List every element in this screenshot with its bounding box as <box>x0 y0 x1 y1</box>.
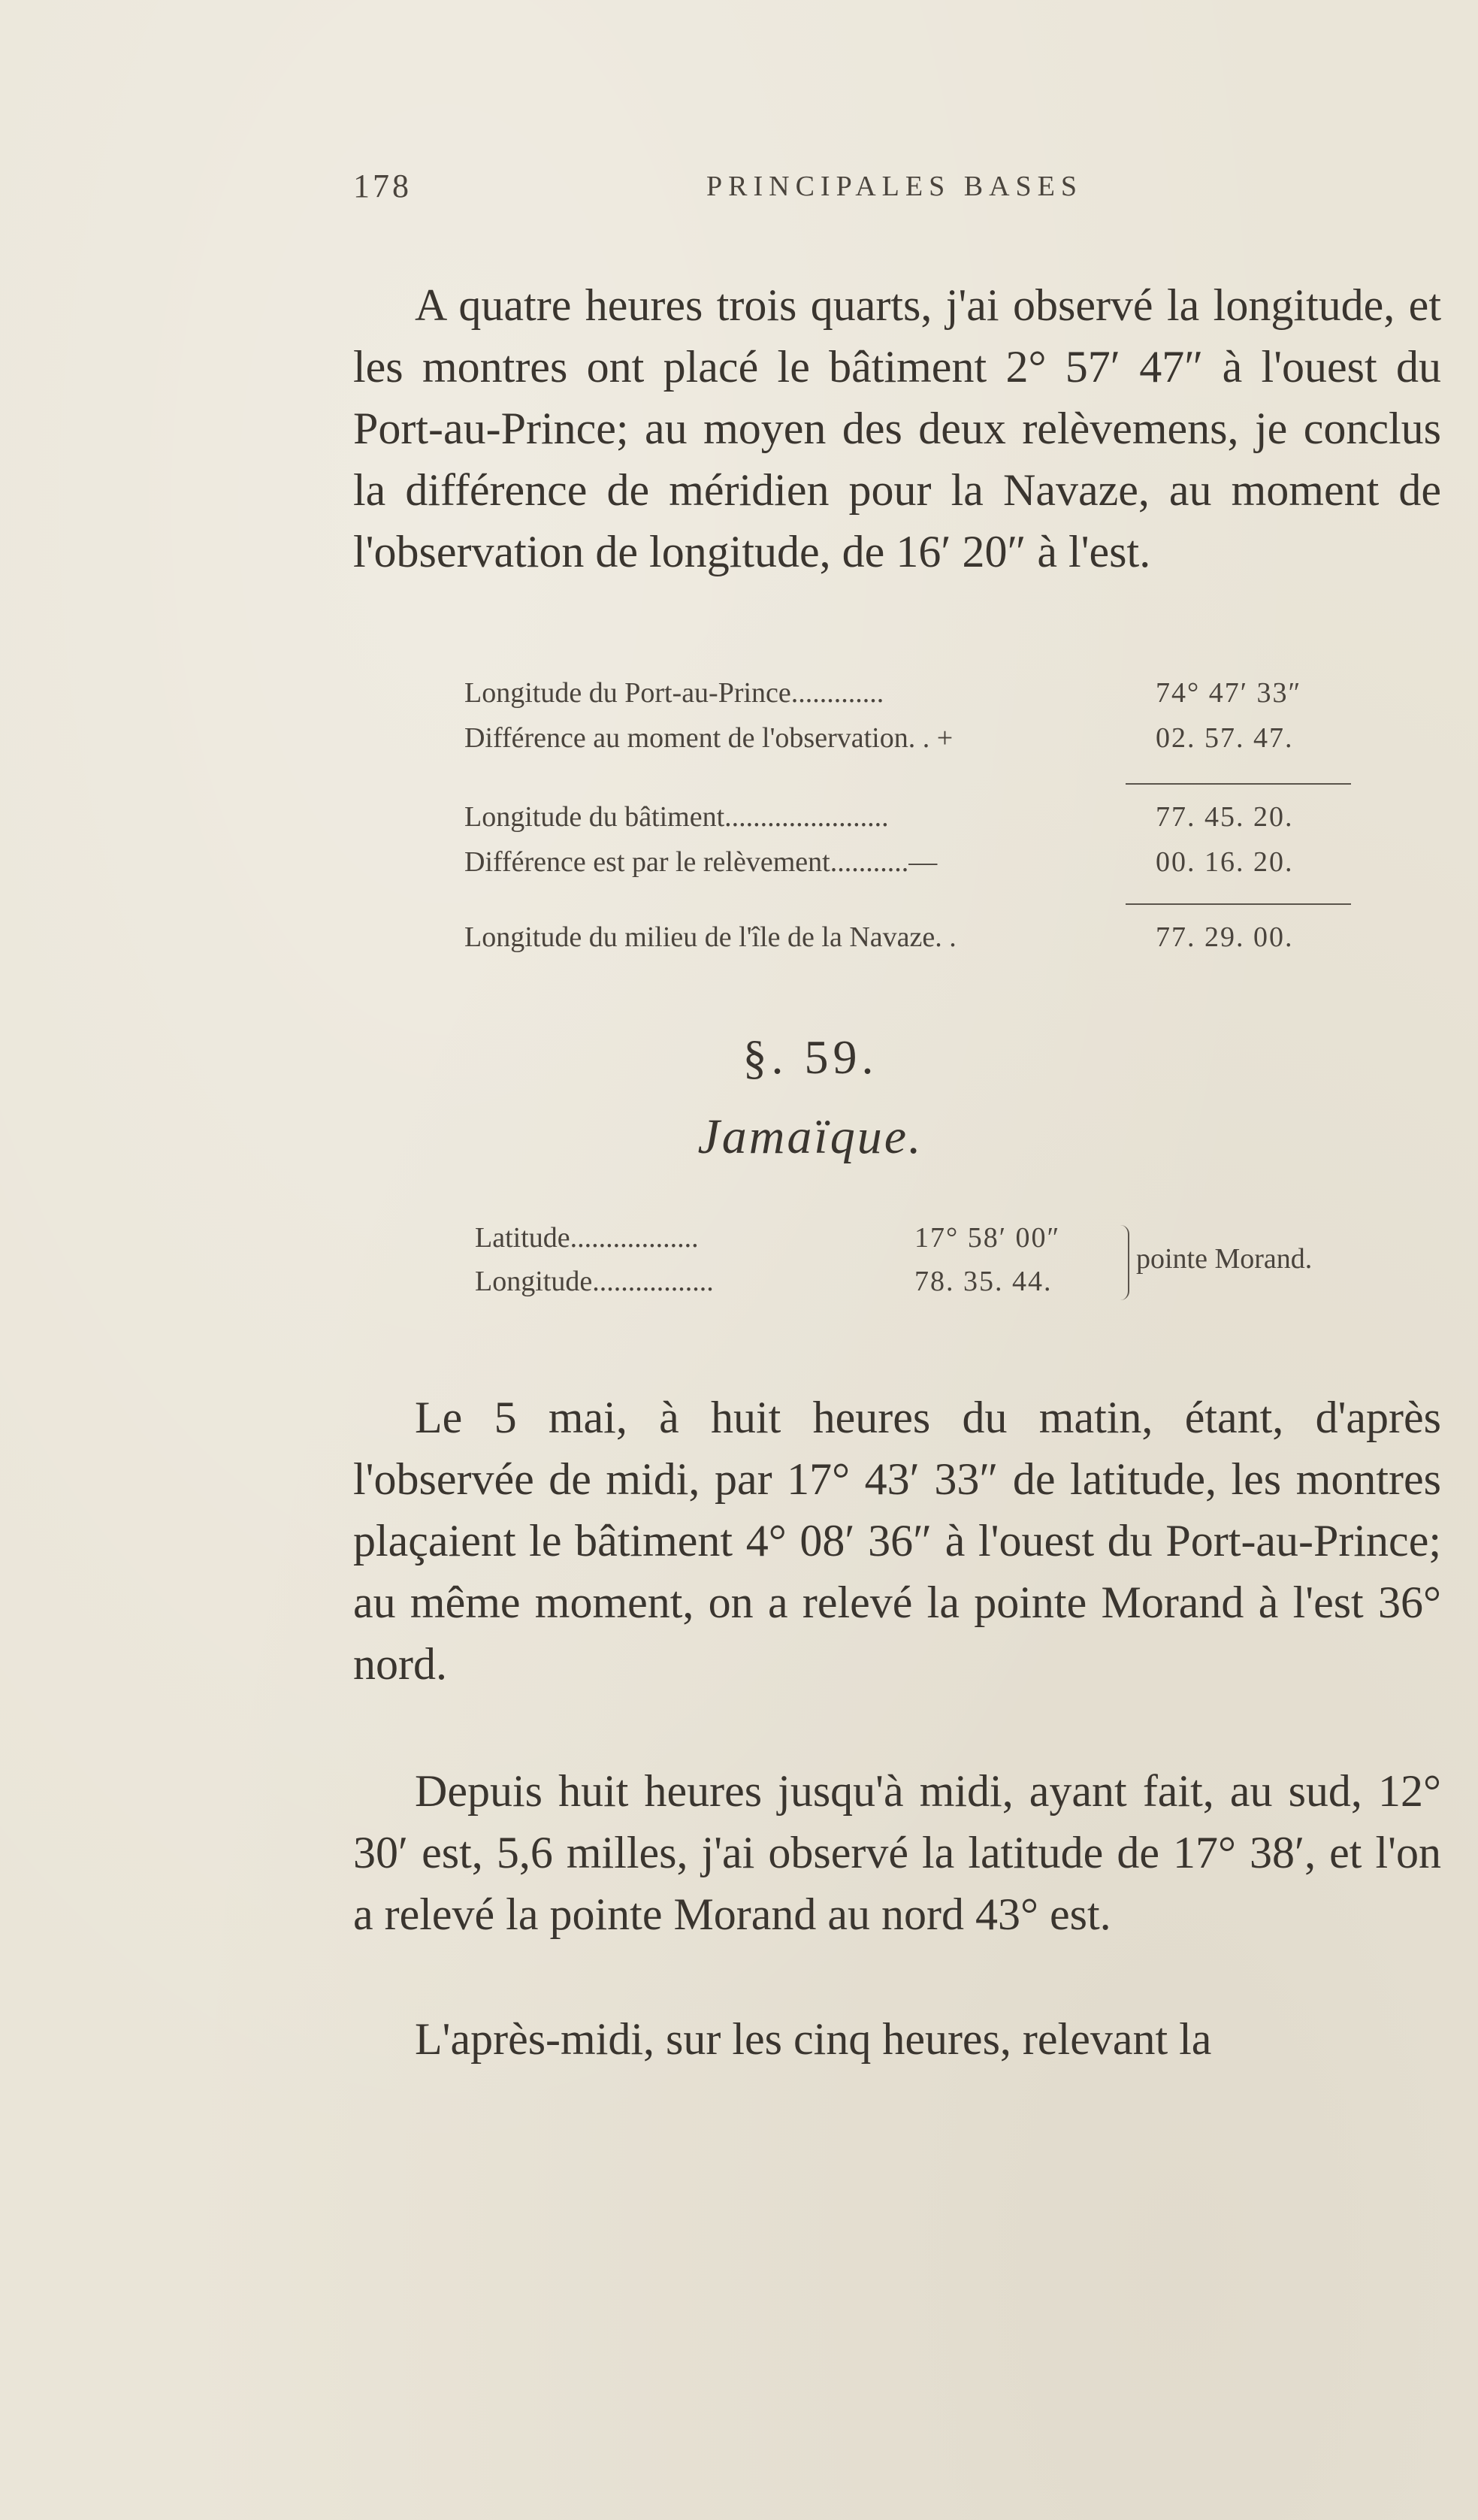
latitude-row <box>475 1221 1076 1263</box>
calc-row-difference-releve <box>464 846 1351 883</box>
difference-rule <box>1126 903 1351 905</box>
paragraph-may-5: Le 5 mai, à huit heures du matin, étant, d'après l'observée de midi, par 17° 43′ 33″ de latitude, les montres plaçaient le bâtiment 4° 08′ 36″ à l'ouest du Port-au-Prince; au même moment, on a relevé la pointe Morand à l'est 36° nord. <box>353 1393 1441 1689</box>
calc-label: Longitude du bâtiment....................... <box>464 801 889 833</box>
coordinates-note: pointe Morand. <box>1136 1243 1313 1275</box>
calc-label: Différence est par le relèvement...........— <box>464 846 938 878</box>
section-number: §. 59. <box>742 1030 878 1084</box>
calc-label: Longitude du Port-au-Prince............. <box>464 677 884 709</box>
jamaica-coordinates <box>475 1221 1377 1311</box>
calc-value: 74° 47′ 33″ <box>1156 677 1302 709</box>
latitude-label: Latitude.................. <box>475 1222 699 1254</box>
calc-row-navaze <box>464 921 1351 958</box>
calc-row-difference-observation <box>464 722 1351 759</box>
longitude-value: 78. 35. 44. <box>914 1266 1053 1297</box>
calc-value: 00. 16. 20. <box>1156 846 1294 878</box>
section-title: Jamaïque. <box>697 1109 923 1164</box>
latitude-value: 17° 58′ 00″ <box>914 1222 1061 1254</box>
calc-row-batiment <box>464 800 1351 838</box>
calc-label: Longitude du milieu de l'île de la Navaze. . <box>464 921 957 953</box>
longitude-calculation <box>464 676 1351 962</box>
sum-rule <box>1126 783 1351 785</box>
paragraph-afternoon: L'après-midi, sur les cinq heures, relevant la <box>415 2014 1212 2064</box>
paragraph-longitude-observation: A quatre heures trois quarts, j'ai observé la longitude, et les montres ont placé le bâtiment 2° 57′ 47″ à l'ouest du Port-au-Prince; au moyen des deux relèvemens, je conclus la différence de méridien pour la Navaze, au moment de l'observation de longitude, de 16′ 20″ à l'est. <box>353 280 1441 576</box>
calc-row-port-au-prince <box>464 676 1351 714</box>
calc-value: 77. 45. 20. <box>1156 801 1294 833</box>
calc-value: 77. 29. 00. <box>1156 921 1294 953</box>
paragraph-eight-to-noon: Depuis huit heures jusqu'à midi, ayant fait, au sud, 12° 30′ est, 5,6 milles, j'ai observé la latitude de 17° 38′, et l'on a relevé la pointe Morand au nord 43° est. <box>353 1766 1441 1939</box>
longitude-label: Longitude................. <box>475 1266 714 1297</box>
longitude-row <box>475 1265 1076 1306</box>
page-number: 178 <box>353 168 412 204</box>
page-header <box>353 167 1105 212</box>
brace <box>1117 1225 1129 1300</box>
calc-value: 02. 57. 47. <box>1156 722 1294 754</box>
calc-label: Différence au moment de l'observation. . + <box>464 722 954 754</box>
running-title: PRINCIPALES BASES <box>706 171 1083 202</box>
